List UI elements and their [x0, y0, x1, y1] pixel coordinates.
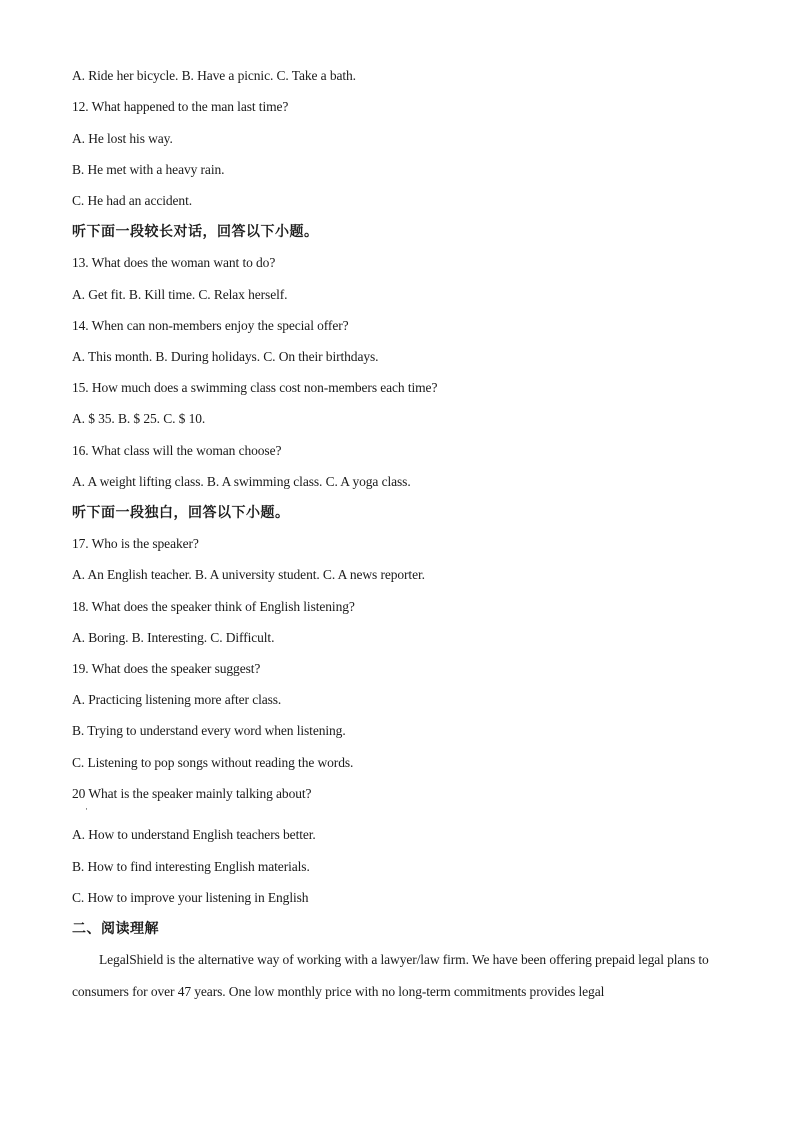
- question-17: 17. Who is the speaker?: [72, 536, 199, 551]
- reading-paragraph: LegalShield is the alternative way of working with a lawyer/law firm. We have been offering prepaid legal plans to consumers for over 47 years. One low monthly price with no long-term commitments provides legal: [72, 952, 709, 999]
- question-19: 19. What does the speaker suggest?: [72, 661, 261, 676]
- question-16: 16. What class will the woman choose?: [72, 443, 282, 458]
- question-12: 12. What happened to the man last time?: [72, 99, 289, 114]
- section-heading-reading: 二、阅读理解: [72, 921, 159, 937]
- option-19-b: B. Trying to understand every word when listening.: [72, 723, 346, 738]
- option-12-a: A. He lost his way.: [72, 131, 173, 146]
- option-20-b: B. How to find interesting English materials.: [72, 859, 310, 874]
- question-13: 13. What does the woman want to do?: [72, 255, 276, 270]
- answer-options-14: A. This month. B. During holidays. C. On their birthdays.: [72, 349, 379, 364]
- question-20: 20 What is the speaker mainly talking about?: [72, 786, 312, 801]
- answer-options-17: A. An English teacher. B. A university student. C. A news reporter.: [72, 567, 425, 582]
- option-19-a: A. Practicing listening more after class.: [72, 692, 282, 707]
- answer-options-11: A. Ride her bicycle. B. Have a picnic. C. Take a bath.: [72, 68, 356, 83]
- option-20-a: A. How to understand English teachers better.: [72, 827, 316, 842]
- option-19-c: C. Listening to pop songs without reading the words.: [72, 755, 354, 770]
- answer-options-15: A. $ 35. B. $ 25. C. $ 10.: [72, 411, 206, 426]
- answer-options-18: A. Boring. B. Interesting. C. Difficult.: [72, 630, 275, 645]
- question-15: 15. How much does a swimming class cost non-members each time?: [72, 380, 438, 395]
- answer-options-16: A. A weight lifting class. B. A swimming class. C. A yoga class.: [72, 474, 411, 489]
- stray-dot-mark: ·: [85, 804, 88, 814]
- option-20-c: C. How to improve your listening in English: [72, 890, 309, 905]
- question-18: 18. What does the speaker think of English listening?: [72, 599, 355, 614]
- answer-options-13: A. Get fit. B. Kill time. C. Relax herself.: [72, 287, 288, 302]
- section-heading-long-dialogue: 听下面一段较长对话，回答以下小题。: [72, 224, 319, 240]
- question-14: 14. When can non-members enjoy the special offer?: [72, 318, 349, 333]
- section-heading-monologue: 听下面一段独白，回答以下小题。: [72, 505, 290, 521]
- option-12-c: C. He had an accident.: [72, 193, 192, 208]
- option-12-b: B. He met with a heavy rain.: [72, 162, 225, 177]
